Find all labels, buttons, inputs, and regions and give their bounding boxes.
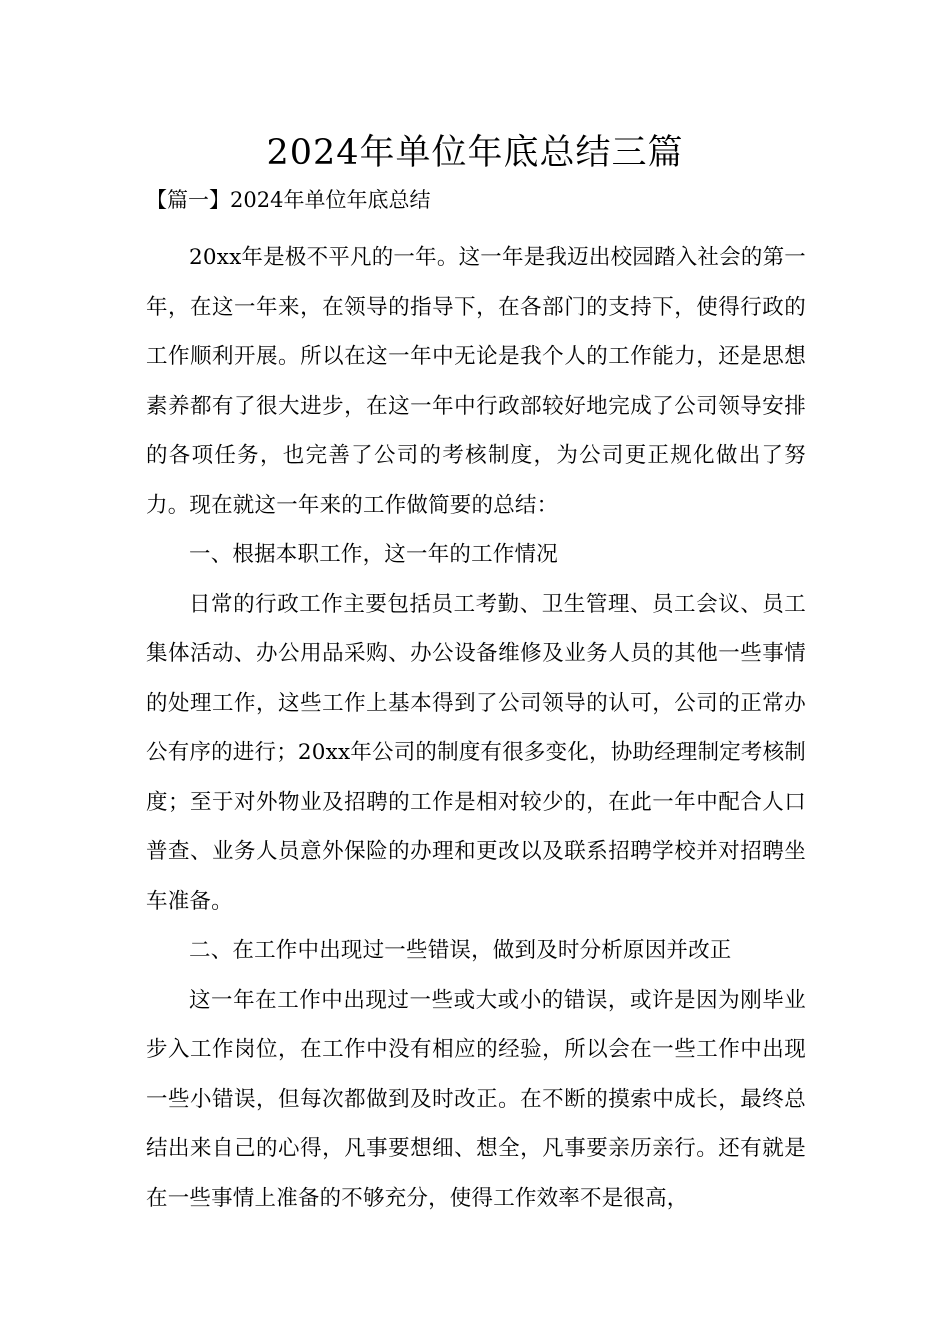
subheading-mistakes: 二、在工作中出现过一些错误，做到及时分析原因并改正 <box>189 938 732 963</box>
paragraph-daily-work: 日常的行政工作主要包括员工考勤、卫生管理、员工会议、员工集体活动、办公用品采购、办公设备维修及业务人员的其他一些事情的处理工作，这些工作上基本得到了公司领导的认可，公司的正常办公有序的进行；20xx年公司的制度有很多变化，协助经理制定考核制度；至于对外物业及招聘的工作是相对较少的，在此一年中配合人口普查、业务人员意外保险的办理和更改以及联系招聘学校并对招聘坐车准备。 <box>146 591 807 914</box>
document-title: 2024年单位年底总结三篇 <box>266 133 684 173</box>
paragraph-mistakes: 这一年在工作中出现过一些或大或小的错误，或许是因为刚毕业步入工作岗位，在工作中没有相应的经验，所以会在一些工作中出现一些小错误，但每次都做到及时改正。在不断的摸索中成长，最终总结出来自己的心得，凡事要想细、想全，凡事要亲历亲行。还有就是在一些事情上准备的不够充分，使得工作效率不是很高， <box>146 987 806 1211</box>
subheading-work-status: 一、根据本职工作，这一年的工作情况 <box>189 542 558 567</box>
section-header: 【篇一】2024年单位年底总结 <box>146 188 431 212</box>
document-body <box>146 233 806 1223</box>
paragraph-intro: 20xx年是极不平凡的一年。这一年是我迈出校园踏入社会的第一年，在这一年来，在领导的指导下，在各部门的支持下，使得行政的工作顺利开展。所以在这一年中无论是我个人的工作能力，还是思想素养都有了很大进步，在这一年中行政部较好地完成了公司领导安排的各项任务，也完善了公司的考核制度，为公司更正规化做出了努力。现在就这一年来的工作做简要的总结： <box>146 245 806 518</box>
